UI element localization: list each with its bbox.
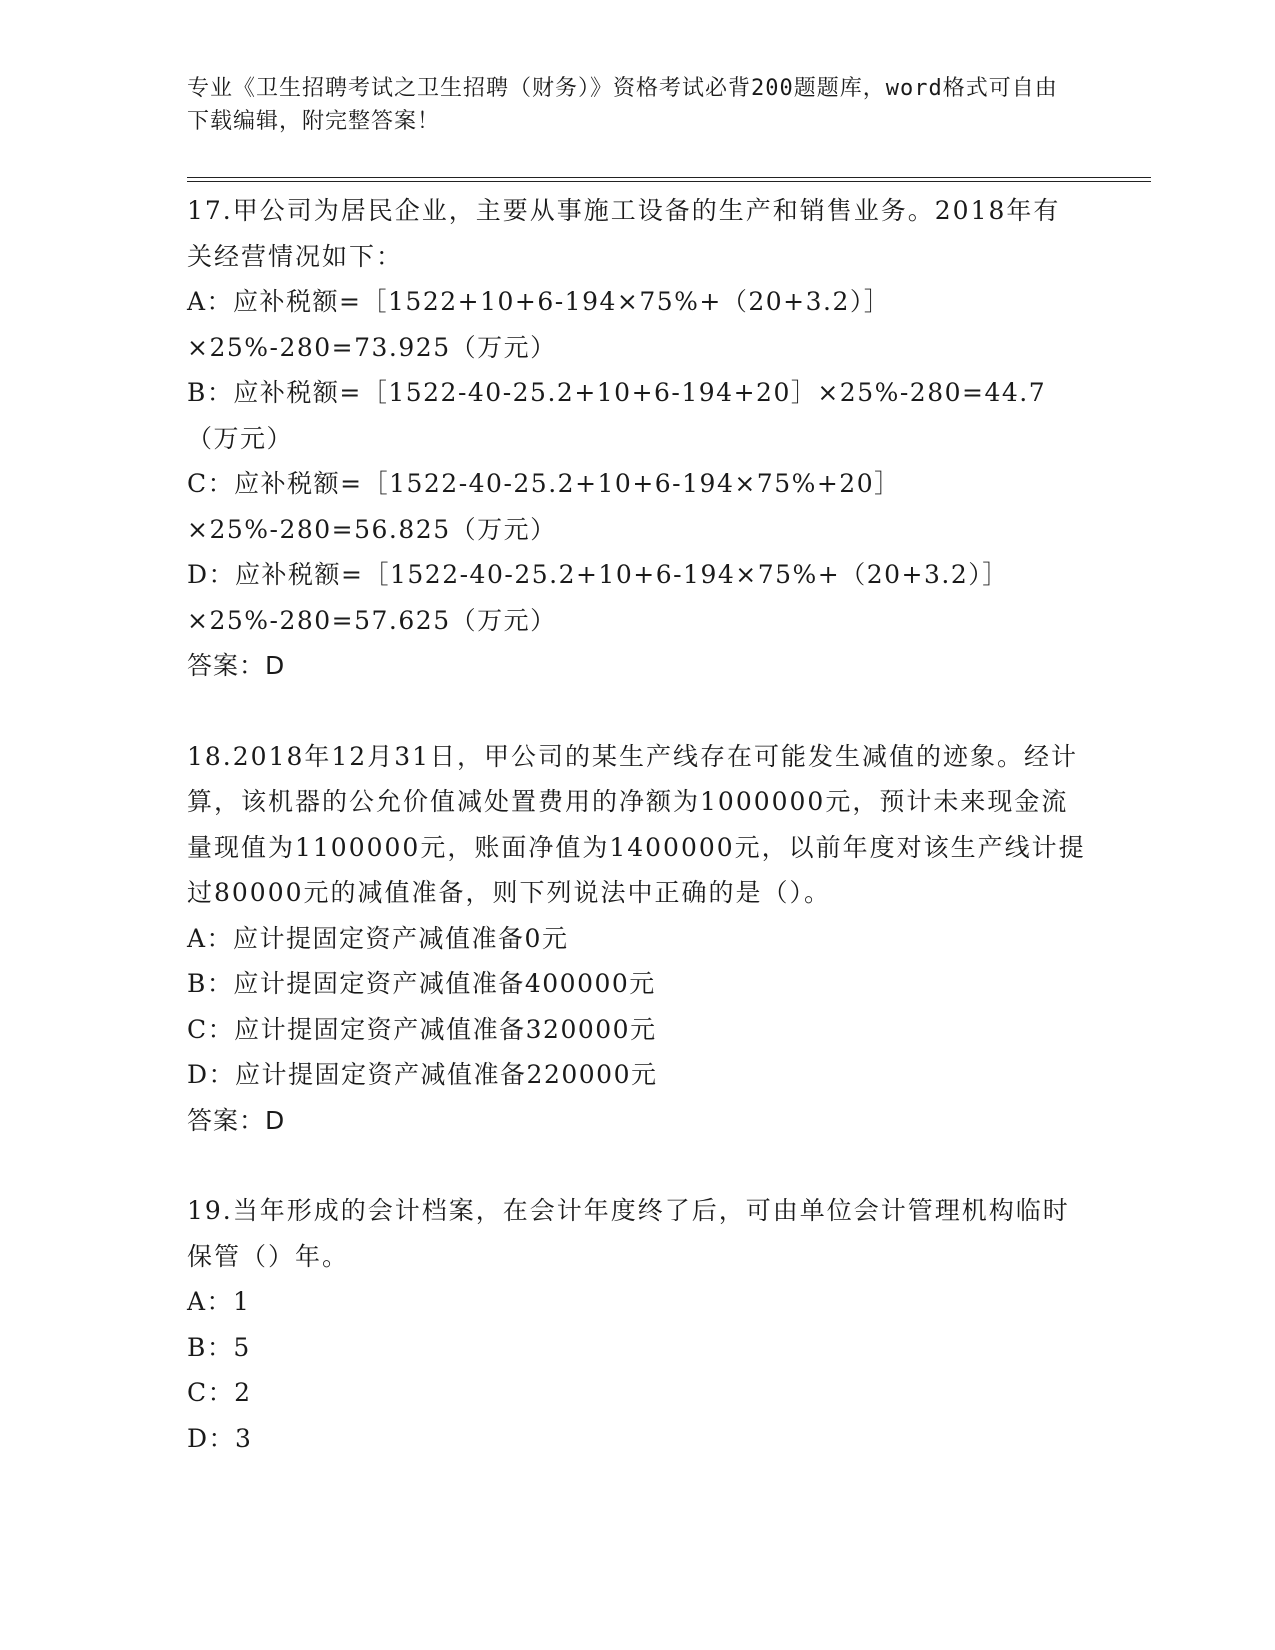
option-b: B：5: [187, 1332, 251, 1362]
option-b: B：应补税额=［1522-40-25.2+10+6-194+20］×25%-280=44.7（万元）: [187, 378, 1047, 453]
question-17: [187, 188, 1087, 689]
question-stem: 19.当年形成的会计档案，在会计年度终了后，可由单位会计管理机构临时保管（）年。: [187, 1196, 1070, 1271]
option-d: D：3: [187, 1423, 253, 1453]
question-list: [187, 188, 1087, 1461]
option-d: D：应补税额=［1522-40-25.2+10+6-194×75%+（20+3.2）］×25%-280=57.625（万元）: [187, 560, 1009, 635]
option-c: C：应补税额=［1522-40-25.2+10+6-194×75%+20］×25%-280=56.825（万元）: [187, 469, 901, 544]
header-divider-thin: [187, 177, 1151, 178]
option-c: C：应计提固定资产减值准备320000元: [187, 1014, 657, 1044]
document-header: [187, 72, 1147, 138]
header-title: 专业《卫生招聘考试之卫生招聘（财务）》资格考试必背200题题库，word格式可自由下载编辑，附完整答案！: [187, 76, 1058, 134]
option-a: A：应补税额=［1522+10+6-194×75%+（20+3.2）］×25%-280=73.925（万元）: [187, 287, 891, 362]
option-a: A：应计提固定资产减值准备0元: [187, 923, 569, 953]
option-d: D：应计提固定资产减值准备220000元: [187, 1060, 658, 1089]
option-b: B：应计提固定资产减值准备400000元: [187, 969, 656, 998]
question-18: [187, 734, 1087, 1144]
option-a: A：1: [187, 1287, 251, 1316]
option-c: C：2: [187, 1378, 252, 1407]
question-stem: 18.2018年12月31日，甲公司的某生产线存在可能发生减值的迹象。经计算，该机器的公允价值减处置费用的净额为1000000元，预计未来现金流量现值为1100000元，账面净值为1400000元，以前年度对该生产线计提过80000元的减值准备，则下列说法中正确的是（）。: [187, 741, 1086, 907]
question-stem: 17.甲公司为居民企业，主要从事施工设备的生产和销售业务。2018年有关经营情况如下：: [187, 196, 1061, 271]
answer-label: 答案：D: [187, 1105, 286, 1135]
answer-label: 答案：D: [187, 651, 286, 680]
header-divider-thick: [187, 181, 1151, 182]
question-19: [187, 1188, 1087, 1461]
